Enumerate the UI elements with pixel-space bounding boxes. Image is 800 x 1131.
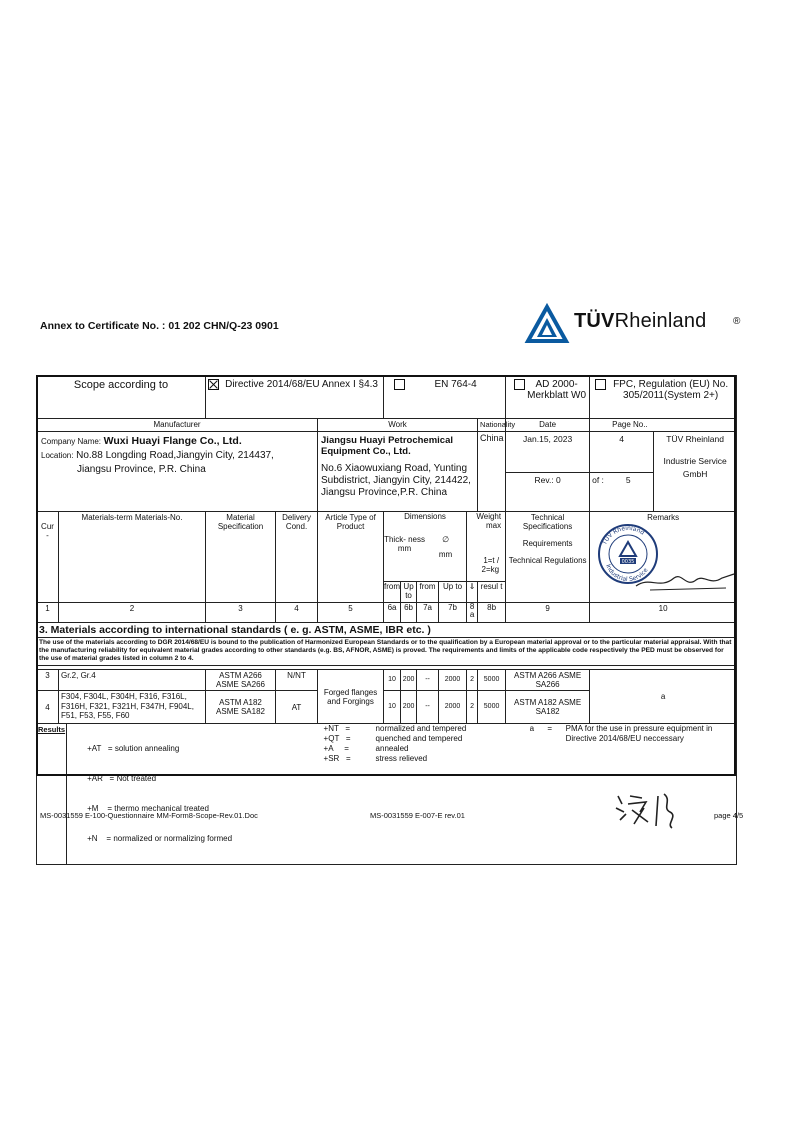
nationality-value: China	[478, 432, 506, 512]
signature-scribble-icon	[630, 564, 740, 594]
manufacturer-cell: Company Name: Wuxi Huayi Flange Co., Ltd. Location: No.88 Longding Road,Jiangyin City, 214437, Jiangsu Province, P.R. China	[37, 432, 318, 512]
legend-item: +M = thermo mechanical treated	[87, 804, 209, 813]
thick-from-header: from	[384, 582, 401, 603]
legend-title: Results	[38, 725, 66, 734]
col-remarks: Remarks 0035 TÜV Rheinland Industrial Service	[590, 512, 737, 603]
row-thick-upto: 200	[401, 691, 417, 724]
col-diameter: ∅ mm	[425, 535, 466, 559]
row-weight-unit: 2	[467, 691, 478, 724]
col-article: Article Type of Product	[318, 512, 384, 603]
revision: Rev.: 0	[534, 475, 561, 485]
footer-left: MS-0031559 E-100-Questionnaire MM-Form8-Scope-Rev.01.Doc	[40, 811, 258, 820]
scope-option-directive	[206, 376, 384, 419]
location-line2: Jiangsu Province, P.R. China	[77, 464, 206, 475]
work-cell	[318, 432, 478, 512]
work-name: Jiangsu Huayi Petrochemical Equipment Co., Ltd.	[321, 435, 454, 457]
tuv-triangle-logo-icon	[526, 305, 568, 343]
row-cur: 3	[37, 670, 59, 691]
scope-option-en764	[384, 376, 506, 419]
row-spec: ASTM A266 ASME SA266	[206, 670, 276, 691]
row-tech: ASTM A266 ASME SA266	[506, 670, 590, 691]
scope-option-ad2000	[506, 376, 590, 419]
col-spec: Material Specification	[206, 512, 276, 603]
weight-arrow-icon: ⇓	[467, 582, 478, 603]
dia-upto-header: Up to	[439, 582, 467, 603]
issuer-line1: TÜV Rheinland	[666, 434, 724, 444]
row-dia-from: --	[417, 691, 439, 724]
col-thickness: Thick- ness mm	[384, 535, 425, 553]
col-number: 1	[37, 603, 59, 623]
footer-mid: MS-0031559 E-007-E rev.01	[370, 811, 465, 820]
footer-page: page 4/5	[714, 811, 744, 820]
page-cell	[590, 432, 654, 512]
unchecked-checkbox-icon	[514, 379, 525, 390]
nationality-header: Nationality	[478, 419, 506, 432]
legend-item: +AT = solution annealing	[87, 744, 180, 753]
diameter-icon: ∅	[442, 535, 450, 544]
manufacturer-header: Manufacturer	[37, 419, 318, 432]
row-dia-from: --	[417, 670, 439, 691]
col-number: 6b	[401, 603, 417, 623]
work-address: No.6 Xiaowuxiang Road, Yunting Subdistrict, Jiangyin City, 214422, Jiangsu Province,P.R. China	[321, 463, 471, 498]
legend-left	[37, 724, 233, 865]
col-dimensions: Dimensions Thick- ness mm ∅ mm	[384, 512, 467, 582]
dia-from-header: from	[417, 582, 439, 603]
scope-option-en764-label: EN 764-4	[434, 379, 477, 390]
checked-checkbox-icon	[208, 379, 219, 390]
svg-text:0035: 0035	[621, 559, 635, 565]
scope-option-fpc-label: FPC, Regulation (EU) No. 305/2011(System 2+)	[613, 379, 729, 401]
row-cur: 4	[37, 691, 59, 724]
col-materials: Materials-term Materials-No.	[59, 512, 206, 603]
row-material: F304, F304L, F304H, F316, F316L, F316H, F321, F321H, F347H, F904L, F51, F53, F55, F60	[59, 691, 206, 724]
issuer-line3: GmbH	[682, 469, 708, 479]
date-value: Jan.15, 2023	[506, 432, 589, 473]
scope-option-fpc	[590, 376, 737, 419]
col-number: 7b	[439, 603, 467, 623]
issuer-cell	[654, 432, 737, 512]
col-number: 9	[506, 603, 590, 623]
col-number: 7a	[417, 603, 439, 623]
article-shared: Forged flanges and Forgings	[318, 670, 384, 724]
legend-item: +N = normalized or normalizing formed	[87, 834, 233, 843]
legend-right: a = PMA for the use in pressure equipment in Directive 2014/68/EU neccessary	[506, 724, 737, 865]
tuv-logo-text: TÜVRheinland	[574, 310, 707, 332]
issuer-line2: Industrie Service	[663, 456, 727, 466]
col-number: 8 a	[467, 603, 478, 623]
location-line1: No.88 Longding Road,Jiangyin City, 214437,	[76, 450, 274, 461]
thick-upto-header: Up to	[401, 582, 417, 603]
col-weight: Weight max 1=t / 2=kg	[467, 512, 506, 582]
col-technical: Technical Specifications Requirements Technical Regulations	[506, 512, 590, 603]
row-tech: ASTM A182 ASME SA182	[506, 691, 590, 724]
svg-text:Industrial Service: Industrial Service	[604, 563, 650, 584]
col-number: 2	[59, 603, 206, 623]
row-delivery: AT	[276, 691, 318, 724]
col-delivery: Delivery Cond.	[276, 512, 318, 603]
scope-option-ad2000-label: AD 2000-Merkblatt W0	[527, 379, 587, 401]
col-number: 4	[276, 603, 318, 623]
row-delivery: N/NT	[276, 670, 318, 691]
handwritten-signature-icon	[612, 790, 692, 830]
legend-mid: +NT = normalized and tempered +QT = quenched and tempered +A = annealed +SR = stress relieved	[384, 724, 506, 865]
section-title: 3. Materials according to international standards ( e. g. ASTM, ASME, IBR etc. )	[37, 623, 737, 638]
unchecked-checkbox-icon	[595, 379, 606, 390]
col-number: 10	[590, 603, 737, 623]
row-weight: 5000	[478, 670, 506, 691]
col-number: 5	[318, 603, 384, 623]
date-cell	[506, 432, 590, 512]
row-dia-upto: 2000	[439, 691, 467, 724]
page-no-header: Page No..	[590, 419, 737, 432]
date-header: Date	[506, 419, 590, 432]
row-thick-upto: 200	[401, 670, 417, 691]
page-of-label: of :	[592, 475, 604, 485]
row-weight: 5000	[478, 691, 506, 724]
col-number: 8b	[478, 603, 506, 623]
scope-label: Scope according to	[37, 376, 206, 419]
weight-result-header: resul t	[478, 582, 506, 603]
scope-option-directive-label: Directive 2014/68/EU Annex I §4.3	[225, 379, 378, 390]
registered-mark: ®	[733, 316, 741, 327]
page-total: 5	[625, 475, 631, 485]
col-number: 6a	[384, 603, 401, 623]
row-material: Gr.2, Gr.4	[59, 670, 206, 691]
row-spec: ASTM A182 ASME SA182	[206, 691, 276, 724]
unchecked-checkbox-icon	[394, 379, 405, 390]
remark-shared: a	[590, 670, 737, 724]
row-thick-from: 10	[384, 691, 401, 724]
svg-text:TÜV Rheinland: TÜV Rheinland	[601, 524, 646, 547]
work-header: Work	[318, 419, 478, 432]
row-weight-unit: 2	[467, 670, 478, 691]
row-thick-from: 10	[384, 670, 401, 691]
col-number: 3	[206, 603, 276, 623]
section-note: The use of the materials according to DGR 2014/68/EU is bound to the publication of Harmonized European Standards or to the qualification by a European material approval or to the particular material appraisal. With that the manufacturing reliability for equivalent material grades according to other standards (e.g. BS, AFNOR, ASME) is proved. The requirements and limits of the applicable code respectively the PED must be observed for the use of material grades listed in column 2 to 4.	[37, 638, 737, 666]
row-dia-upto: 2000	[439, 670, 467, 691]
company-name: Wuxi Huayi Flange Co., Ltd.	[103, 435, 242, 447]
annex-title: Annex to Certificate No. : 01 202 CHN/Q-23 0901	[40, 320, 279, 332]
page-number: 4	[590, 432, 653, 473]
legend-item: +AR = Not treated	[87, 774, 157, 783]
col-cur: Cur -	[37, 512, 59, 603]
